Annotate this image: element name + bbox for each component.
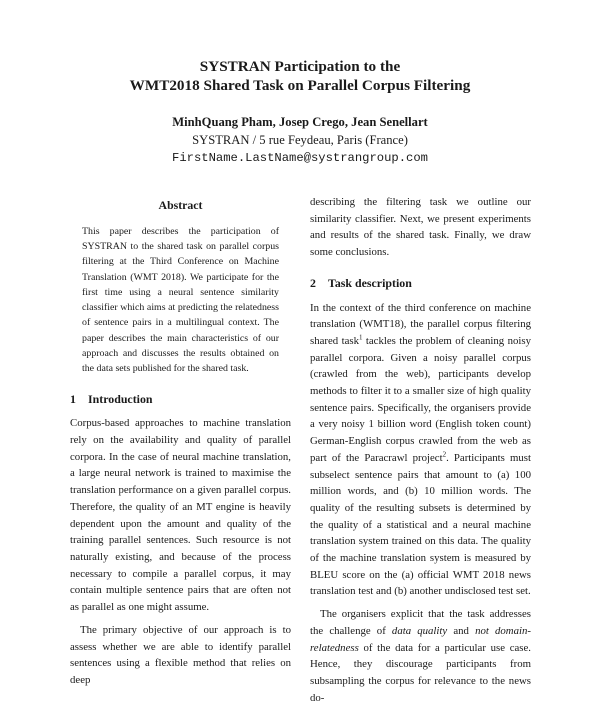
section-1-title: Introduction xyxy=(88,391,153,406)
intro-paragraph-1: Corpus-based approaches to machine translation rely on the availability and quality of parallel corpora. In the case of neural machine translation, a large neural network is trained to maximise the translation performance on a given parallel corpus. Therefore, the quality of an MT engine is heavily dependent upon the amount and quality of the training parallel sentences. Such resource is not naturally existing, and because of the process necessary to compile a parallel corpus, it may contain multiple sentence pairs that are often not as parallel as one might assume. xyxy=(70,417,291,614)
left-column xyxy=(70,197,291,689)
section-2-title: Task description xyxy=(328,275,412,290)
abstract-heading: Abstract xyxy=(158,198,203,212)
section-2-number: 2 xyxy=(310,275,316,290)
section-2-heading xyxy=(310,275,531,292)
section-1-heading xyxy=(70,391,291,408)
section-1-number: 1 xyxy=(70,391,76,406)
task-paragraph-1: In the context of the third conference on machine translation (WMT18), the parallel corpus filtering shared task$^1$ tackles the problem of cleaning noisy parallel corpora. Given a noisy parallel corpus (crawled from the web), participants develop methods to filter it to a smaller size of high quality sentence pairs. Specifically, the organisers provide a very noisy 1 billion word (English token count) German-English corpus crawled from the web as part of the Paracrawl project$^2$. Participants must subselect sentence pairs that amount to (a) 100 million words, and (b) 10 million words. The quality of the resulting subsets is determined by the quality of a statistical and a neural machine translation system trained on this data. The quality of the machine translation system is measured by BLEU score on the (a) official WMT 2018 news translation test and (b) another undisclosed test set. xyxy=(310,301,532,598)
task-paragraph-2: The organisers explicit that the task addresses the challenge of data quality and not domain-relatedness of the data for a particular use case. Hence, they discourage participants from subsampling the corpus for relevance to the news do- xyxy=(310,608,531,704)
emphasis-not-domain-relatedness: not domain-relatedness xyxy=(310,624,531,654)
right-column xyxy=(310,194,531,706)
author-block xyxy=(0,113,600,167)
author-affiliation: SYSTRAN / 5 rue Feydeau, Paris (France) xyxy=(192,133,408,147)
author-email: FirstName.LastName@systrangroup.com xyxy=(172,151,428,165)
intro-continued-paragraph: describing the filtering task we outline our similarity classifier. Next, we present experiments and results of the shared task. Finally, we draw some conclusions. xyxy=(310,196,531,259)
intro-paragraph-2: The primary objective of our approach is to assess whether we are able to identify parallel sentences using a flexible method that relies on deep xyxy=(70,623,291,686)
footnote-marker-2: 2 xyxy=(442,450,447,459)
paper-title-line-2: WMT2018 Shared Task on Parallel Corpus Filtering xyxy=(129,77,471,94)
paper-title-line-1: SYSTRAN Participation to the xyxy=(199,58,401,75)
footnote-marker-1: 1 xyxy=(358,333,363,342)
author-names: MinhQuang Pham, Josep Crego, Jean Senellart xyxy=(172,115,428,129)
emphasis-data-quality: data quality xyxy=(391,624,448,637)
abstract-text: This paper describes the participation of SYSTRAN to the shared task on parallel corpus filtering at the Third Conference on Machine Translation (WMT 2018). We participate for the first time using a neural sentence similarity classifier which aims at predicting the relatedness of sentence pairs in a multilingual context. The paper describes the main characteristics of our approach and discusses the results obtained on the data sets published for the shared task. xyxy=(82,225,279,375)
